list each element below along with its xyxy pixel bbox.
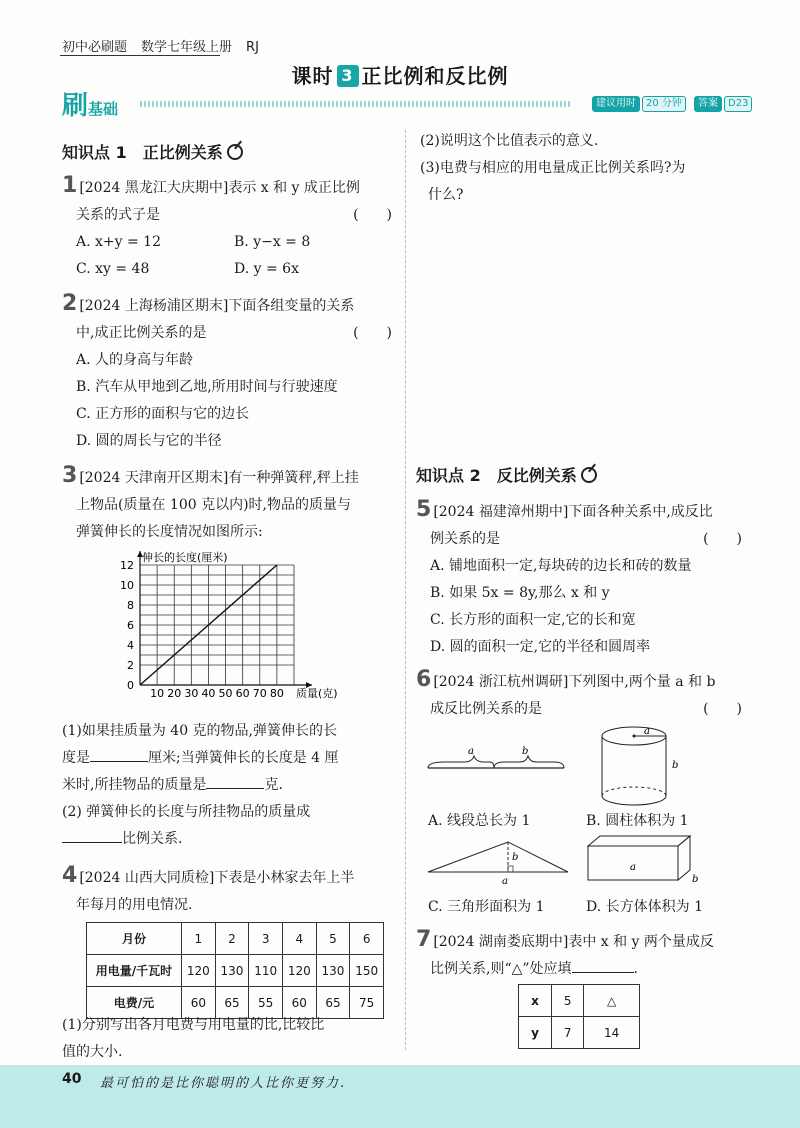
lesson-number: 3 <box>337 65 359 87</box>
electricity-table-cell: 130 <box>316 955 350 987</box>
electricity-table-row <box>87 955 384 987</box>
q7-number: 7 <box>416 927 432 952</box>
q3-part2-post: 比例关系. <box>122 831 183 847</box>
q3-part1-pre: 度是 <box>62 750 90 766</box>
knowledge-point-1 <box>62 140 243 163</box>
y-tick-label: 10 <box>120 579 134 592</box>
q4-part1-line2: 值的大小. <box>62 1044 123 1060</box>
q4-stem2: 年每月的用电情况. <box>76 897 193 913</box>
q2-option-d: D. 圆的周长与它的半径 <box>76 433 222 449</box>
q6-number: 6 <box>416 667 432 692</box>
q2-option-a: A. 人的身高与年龄 <box>76 352 194 368</box>
q6-option-b: B. 圆柱体积为 1 <box>586 813 689 829</box>
figure-cuboid <box>584 834 704 886</box>
q7-stem1: [2024 湖南娄底期中]表中 x 和 y 两个量成反 <box>433 934 714 950</box>
q4-number: 4 <box>62 863 78 888</box>
x-tick-label: 40 <box>201 687 216 700</box>
q5-answer-paren: ( ) <box>703 531 742 547</box>
y-axis-label: 伸长的长度(厘米) <box>142 551 228 564</box>
q1-option-c: C. xy = 48 <box>76 261 150 277</box>
book-name: 初中必刷题 <box>62 40 128 55</box>
electricity-table-cell: 4 <box>282 923 316 955</box>
q1-stem2: 关系的式子是 <box>76 207 160 223</box>
inverse-table-cell: 7 <box>551 1017 583 1049</box>
q5-stem2: 例关系的是 <box>430 531 500 547</box>
x-tick-label: 50 <box>218 687 233 700</box>
q5-option-a: A. 铺地面积一定,每块砖的边长和砖的数量 <box>430 558 692 574</box>
q2-answer-paren: ( ) <box>353 325 392 341</box>
q2-option-b: B. 汽车从甲地到乙地,所用时间与行驶速度 <box>76 379 338 395</box>
electricity-table-cell: 55 <box>249 987 283 1019</box>
question-4-continued <box>420 128 750 209</box>
x-tick-label: 30 <box>184 687 199 700</box>
electricity-table-cell: 120 <box>282 955 316 987</box>
answer-label: 答案 <box>694 96 722 112</box>
answer-page: D23 <box>724 96 752 112</box>
electricity-table-cell: 2 <box>215 923 249 955</box>
question-2 <box>62 290 392 455</box>
lesson-name: 正比例和反比例 <box>361 64 509 88</box>
q3-stem2: 上物品(质量在 100 克以内)时,物品的质量与 <box>76 497 351 513</box>
electricity-table-cell: 65 <box>215 987 249 1019</box>
triangle-label-a: a <box>502 876 508 886</box>
electricity-table-cell: 月份 <box>87 923 182 955</box>
y-tick-label: 2 <box>127 659 134 672</box>
figure-segment <box>424 740 574 780</box>
q4-stem1: [2024 山西大同质检]下表是小林家去年上半 <box>79 870 355 886</box>
page-number: 40 <box>62 1071 82 1087</box>
figure-triangle <box>424 838 574 886</box>
x-tick-label: 70 <box>252 687 267 700</box>
q6-option-a: A. 线段总长为 1 <box>428 813 531 829</box>
q3-part2-line1: (2) 弹簧伸长的长度与所挂物品的质量成 <box>62 804 311 820</box>
question-7 <box>416 926 742 983</box>
header-rule <box>60 55 220 56</box>
y-tick-label: 6 <box>127 619 134 632</box>
cuboid-label-a: a <box>630 862 636 873</box>
electricity-table-cell: 3 <box>249 923 283 955</box>
question-3-parts <box>62 718 392 853</box>
x-axis-label: 质量(克) <box>296 687 338 700</box>
q2-option-c: C. 正方形的面积与它的边长 <box>76 406 250 422</box>
q6-stem2: 成反比例关系的是 <box>430 701 542 717</box>
q5-option-b: B. 如果 5x = 8y,那么 x 和 y <box>430 585 610 601</box>
lesson-prefix: 课时 <box>291 64 334 88</box>
question-4-part1 <box>62 1012 392 1066</box>
electricity-table-cell: 60 <box>282 987 316 1019</box>
electricity-table-row <box>87 923 384 955</box>
q3-number: 3 <box>62 463 78 488</box>
inverse-table-cell: 14 <box>584 1017 640 1049</box>
brand-sub: 基础 <box>88 100 119 118</box>
electricity-table-cell: 65 <box>316 987 350 1019</box>
book-edition: RJ <box>246 40 259 55</box>
band-dots <box>140 101 570 107</box>
q4-part3-line1: (3)电费与相应的用电量成正比例关系吗?为 <box>420 160 686 176</box>
x-tick-label: 20 <box>167 687 182 700</box>
electricity-table-cell: 5 <box>316 923 350 955</box>
electricity-table-cell: 150 <box>350 955 384 987</box>
q4-part3-line2: 什么? <box>428 187 464 203</box>
q1-option-a: A. x+y = 12 <box>76 234 161 250</box>
time-label: 建议用时 <box>592 96 640 112</box>
footer-motto: 最可怕的是比你聪明的人比你更努力. <box>100 1076 347 1091</box>
question-6 <box>416 666 742 723</box>
q3-stem1: [2024 天津南开区期末]有一种弹簧秤,秤上挂 <box>79 470 359 486</box>
y-tick-label: 8 <box>127 599 134 612</box>
question-5 <box>416 496 742 661</box>
target-icon <box>227 144 243 160</box>
question-3 <box>62 462 392 546</box>
q7-blank[interactable] <box>572 972 634 973</box>
q3-blank-1[interactable] <box>90 761 148 762</box>
q6-option-d: D. 长方体体积为 1 <box>586 899 703 915</box>
brand-main: 刷 <box>62 91 89 121</box>
q5-stem1: [2024 福建漳州期中]下面各种关系中,成反比 <box>433 504 713 520</box>
inverse-table-row <box>519 1017 640 1049</box>
inverse-table-cell: △ <box>584 985 640 1017</box>
q4-part1-line1: (1)分别写出各月电费与用电量的比,比较比 <box>62 1017 325 1033</box>
q3-part1-post: 克. <box>264 777 283 793</box>
x-tick-label: 10 <box>150 687 165 700</box>
q7-stem2-end: . <box>633 961 638 977</box>
electricity-table-cell: 用电量/千瓦时 <box>87 955 182 987</box>
question-4 <box>62 862 392 919</box>
book-subject: 数学七年级上册 <box>141 40 233 55</box>
q3-blank-2[interactable] <box>206 788 264 789</box>
q3-part1-mid: 厘米;当弹簧伸长的长度是 4 厘 <box>148 750 339 766</box>
q1-stem1: [2024 黑龙江大庆期中]表示 x 和 y 成正比例 <box>79 180 360 196</box>
q1-number: 1 <box>62 173 78 198</box>
cuboid-label-b: b <box>692 874 699 885</box>
q2-number: 2 <box>62 291 78 316</box>
cylinder-label-a: a <box>644 726 650 737</box>
spring-chart <box>110 545 370 705</box>
q6-option-c: C. 三角形面积为 1 <box>428 899 545 915</box>
inverse-table <box>518 984 640 1049</box>
electricity-table-cell: 60 <box>182 987 216 1019</box>
electricity-table-cell: 75 <box>350 987 384 1019</box>
q1-option-b: B. y−x = 8 <box>234 234 311 250</box>
q6-stem1: [2024 浙江杭州调研]下列图中,两个量 a 和 b <box>433 674 716 690</box>
q5-number: 5 <box>416 497 432 522</box>
y-tick-label: 4 <box>127 639 134 652</box>
q6-answer-paren: ( ) <box>703 701 742 717</box>
q5-option-d: D. 圆的面积一定,它的半径和圆周率 <box>430 639 651 655</box>
q2-stem1: [2024 上海杨浦区期末]下面各组变量的关系 <box>79 298 355 314</box>
kp1-label: 知识点 1 正比例关系 <box>62 143 223 162</box>
q3-part1-line3: 米时,所挂物品的质量是 <box>62 777 207 793</box>
x-tick-label: 60 <box>235 687 250 700</box>
cylinder-label-b: b <box>672 760 679 771</box>
inverse-table-row <box>519 985 640 1017</box>
book-header <box>62 36 273 55</box>
electricity-table-cell: 1 <box>182 923 216 955</box>
electricity-table-cell: 120 <box>182 955 216 987</box>
section-band <box>62 91 749 121</box>
q2-stem2: 中,成正比例关系的是 <box>76 325 207 341</box>
segment-label-b: b <box>522 746 529 757</box>
electricity-table-cell: 电费/元 <box>87 987 182 1019</box>
electricity-table-cell: 6 <box>350 923 384 955</box>
x-tick-label: 80 <box>269 687 284 700</box>
segment-label-a: a <box>468 746 474 757</box>
q3-stem3: 弹簧伸长的长度情况如图所示: <box>76 524 263 540</box>
q1-answer-paren: ( ) <box>353 207 392 223</box>
page-footer <box>0 1065 800 1128</box>
q4-part2: (2)说明这个比值表示的意义. <box>420 133 599 149</box>
inverse-table-cell: y <box>519 1017 552 1049</box>
lesson-title <box>0 60 800 89</box>
y-tick-label: 12 <box>120 559 134 572</box>
knowledge-point-2 <box>416 463 597 486</box>
triangle-label-b: b <box>512 852 519 863</box>
y-tick-label: 0 <box>127 679 134 692</box>
electricity-table-cell: 110 <box>249 955 283 987</box>
electricity-table <box>86 922 384 1019</box>
q1-option-d: D. y = 6x <box>234 261 299 277</box>
q3-part1-line1: (1)如果挂质量为 40 克的物品,弹簧伸长的长 <box>62 723 337 739</box>
q5-option-c: C. 长方形的面积一定,它的长和宽 <box>430 612 636 628</box>
electricity-table-cell: 130 <box>215 955 249 987</box>
question-1 <box>62 172 392 283</box>
inverse-table-cell: x <box>519 985 552 1017</box>
figure-cylinder <box>596 724 696 810</box>
inverse-table-cell: 5 <box>551 985 583 1017</box>
brand-logo <box>62 85 118 122</box>
target-icon <box>581 467 597 483</box>
kp2-label: 知识点 2 反比例关系 <box>416 466 577 485</box>
time-value: 20 分钟 <box>642 96 686 112</box>
column-divider <box>405 130 406 1050</box>
q7-stem2: 比例关系,则“△”处应填 <box>430 961 572 977</box>
q3-blank-3[interactable] <box>62 842 122 843</box>
